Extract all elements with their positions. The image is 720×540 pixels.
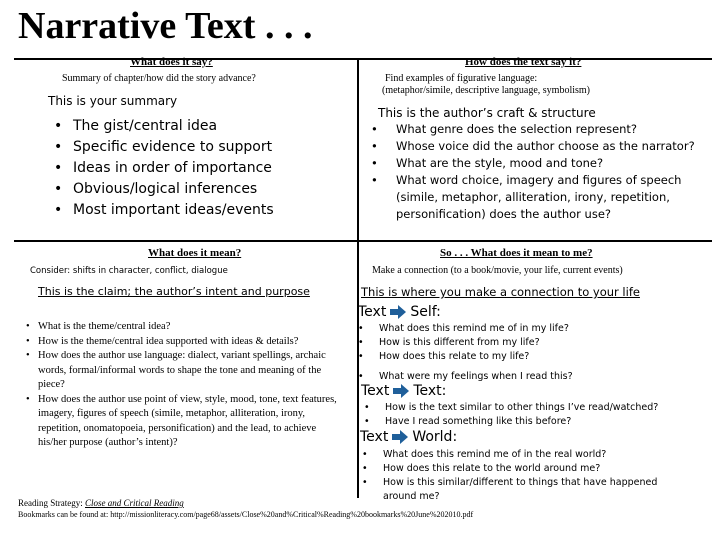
right-arrow-icon [390,305,406,319]
text-world-label [360,429,457,445]
list-item: • How does the author use point of view, style, mood, tone, text features, imagery, figures of speech (simile, metaphor, alliteration, irony, repetition, onomatopoeia, personification) and the lead, to achieve his/her purpose (author’s intent)? [26,393,346,451]
text-self-right: Self: [410,304,441,320]
list-item: • How is the theme/central idea supported with ideas & details? [26,335,346,350]
list-item: • Whose voice did the author choose as the narrator? [371,138,701,155]
list-item: • How does the author use language: dialect, variant spellings, archaic words, formal/informal words to shape the tone and meaning of the piece? [26,349,346,393]
list-item: • Most important ideas/events [48,200,348,221]
so-question: So . . . What does it mean to me? [440,247,593,259]
text-text-label [361,383,446,399]
text-self-left: Text [358,304,387,320]
list-item: • How does this relate to the world around me? [362,462,672,476]
footer-bookmarks: Bookmarks can be found at: http://missionliteracy.com/page68/assets/Close%20and%Critical%Reading%20bookmarks%20June%202010.pdf [18,510,474,519]
how-question: How does the text say it? [465,56,582,68]
text-text-left: Text [361,383,390,399]
page-title: Narrative Text . . . [18,5,313,47]
list-item: • How is this different from my life? [358,336,708,350]
strategy-prefix: Reading Strategy: [18,498,85,508]
list-item: • What are the style, mood and tone? [371,155,701,172]
text-world-left: Text [360,429,389,445]
list-item: • What is the theme/central idea? [26,320,346,335]
say-subtitle: Summary of chapter/how did the story advance? [62,73,256,84]
world-list [362,448,672,504]
vertical-divider [357,58,359,498]
text-list [364,401,709,429]
list-item: • What does this remind me of in my life? [358,322,708,336]
list-item: • How is the text similar to other things I’ve read/watched? [364,401,709,415]
footer-strategy [18,498,184,508]
say-list [48,116,348,221]
text-text-right: Text: [413,383,447,399]
text-self-label [358,304,441,320]
how-subtitle-line2: (metaphor/simile, descriptive language, symbolism) [382,85,591,96]
mean-heading: This is the claim; the author’s intent and purpose [38,285,310,298]
how-heading: This is the author’s craft & structure [378,106,596,120]
so-heading: This is where you make a connection to your life [361,285,640,299]
mean-question: What does it mean? [148,247,242,259]
list-item: • What were my feelings when I read this? [358,370,708,384]
list-item: • How is this similar/different to things that have happened around me? [362,476,672,504]
mean-list [26,320,346,451]
list-item: • What word choice, imagery and figures of speech (simile, metaphor, alliteration, irony, repetition, personification) does the author use? [371,172,701,223]
top-border [14,58,712,60]
list-item: • How does this relate to my life? [358,350,708,364]
list-item: • Obvious/logical inferences [48,179,348,200]
text-world-right: World: [412,429,458,445]
self-list [358,322,708,384]
list-item: • The gist/central idea [48,116,348,137]
right-arrow-icon [392,430,408,444]
list-item: • What genre does the selection represent? [371,121,701,138]
right-arrow-icon [393,384,409,398]
how-subtitle-line1: Find examples of figurative language: [385,73,538,84]
say-heading: This is your summary [48,94,178,108]
say-question: What does it say? [130,56,213,68]
so-subtitle: Make a connection (to a book/movie, your life, current events) [372,265,623,276]
strategy-name: Close and Critical Reading [85,498,184,508]
list-item: • Ideas in order of importance [48,158,348,179]
list-item: • What does this remind me of in the real world? [362,448,672,462]
list-item: • Have I read something like this before? [364,415,709,429]
middle-divider [14,240,712,242]
mean-subtitle: Consider: shifts in character, conflict, dialogue [30,266,228,276]
how-list [371,121,701,223]
list-item: • Specific evidence to support [48,137,348,158]
